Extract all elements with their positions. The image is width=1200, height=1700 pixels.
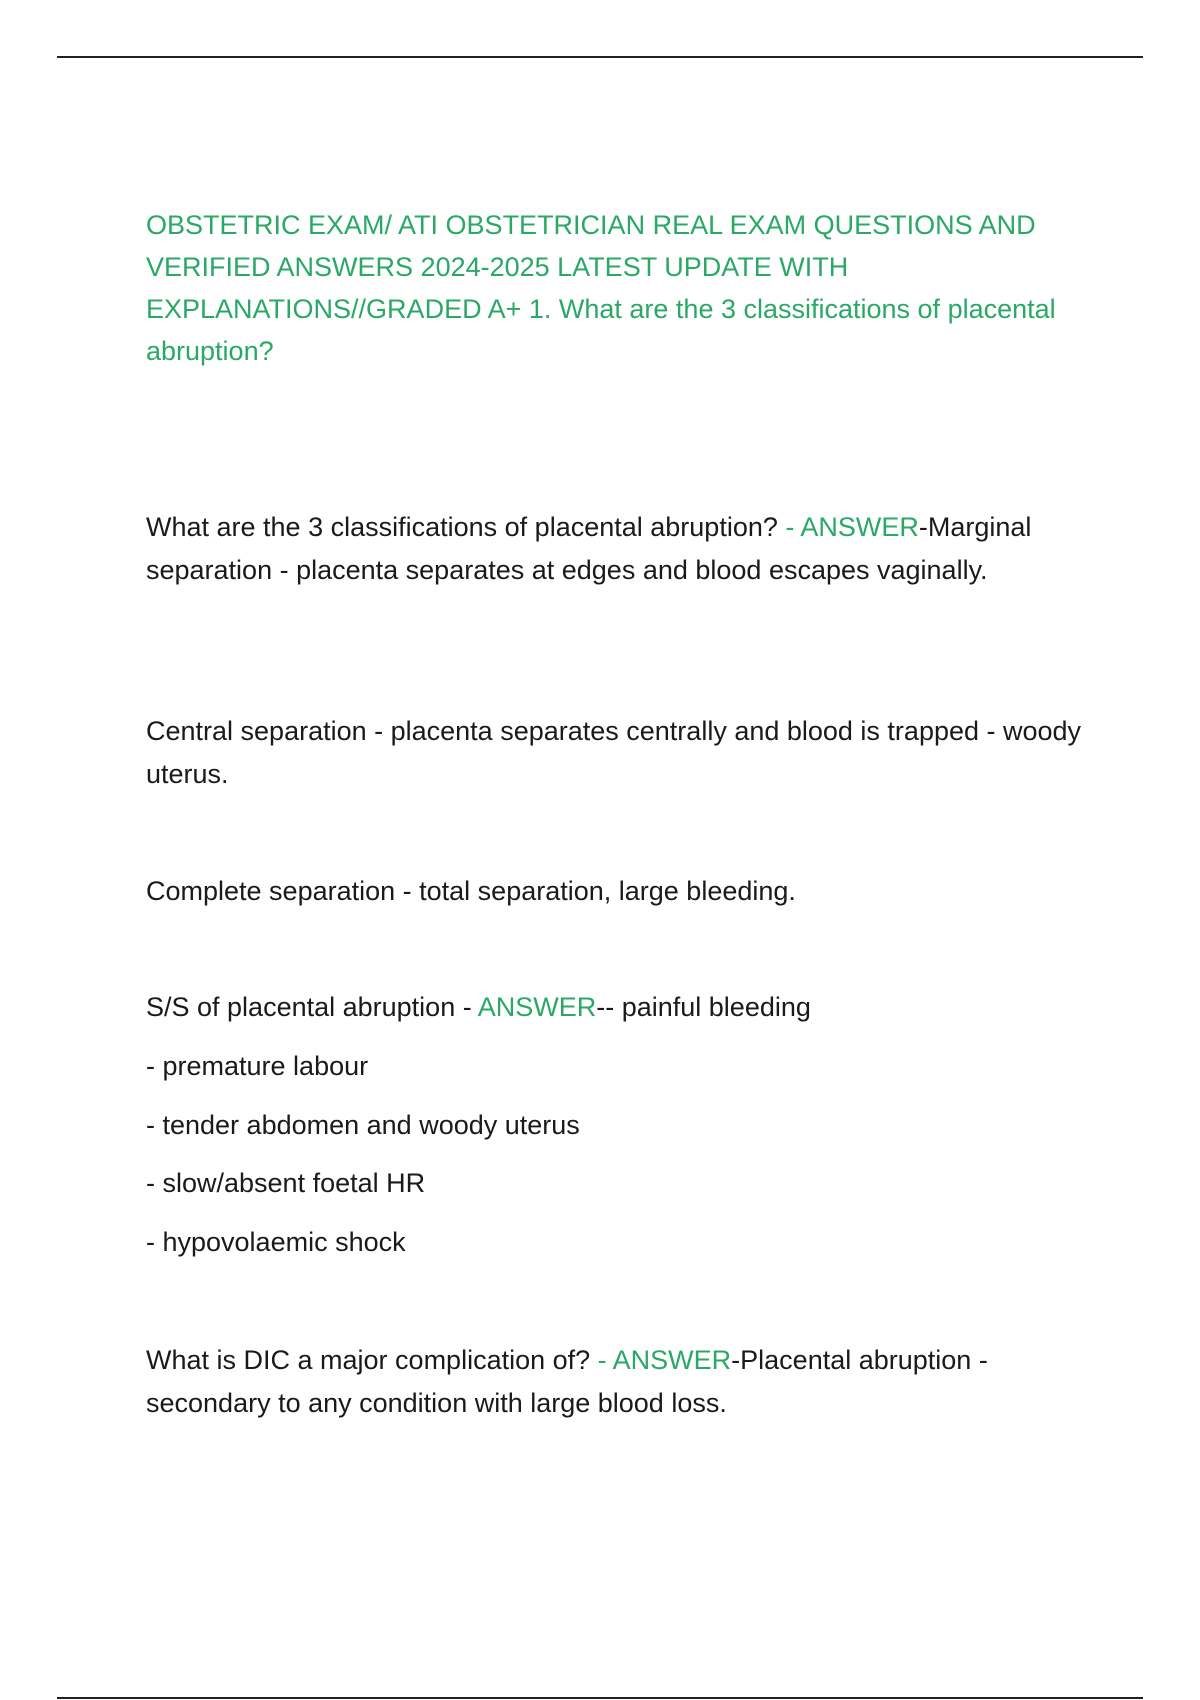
- top-rule: [57, 56, 1143, 58]
- list-item: - premature labour: [146, 1051, 369, 1081]
- question-text: S/S of placental abruption -: [146, 992, 478, 1022]
- question-text: What is DIC a major complication of?: [146, 1345, 591, 1375]
- answer-marker: ANSWER: [477, 992, 597, 1022]
- answer-paragraph-central: Central separation - placenta separates centrally and blood is trapped - woody uterus.: [146, 716, 1082, 789]
- answer-marker: - ANSWER: [777, 512, 919, 542]
- list-item: - tender abdomen and woody uterus: [146, 1109, 580, 1140]
- answer-marker: - ANSWER: [590, 1345, 732, 1375]
- qa-block-classifications: [146, 506, 1086, 592]
- answer-text: -Marginal separation - placenta separates at edges and blood escapes vaginally.: [146, 512, 1032, 585]
- symptom-list: [146, 1045, 1086, 1279]
- answer-text: -Placental abruption - secondary to any condition with large blood loss.: [146, 1345, 988, 1418]
- list-item: - hypovolaemic shock: [146, 1226, 406, 1257]
- qa-block-dic: [146, 1339, 1086, 1425]
- bottom-rule: [57, 1697, 1143, 1699]
- document-title: OBSTETRIC EXAM/ ATI OBSTETRICIAN REAL EXAM QUESTIONS AND VERIFIED ANSWERS 2024-2025 LATEST UPDATE WITH EXPLANATIONS//GRADED A+ 1. What are the 3 classifications of placental abruption?: [146, 210, 1056, 366]
- answer-paragraph-complete: Complete separation - total separation, large bleeding.: [146, 876, 796, 906]
- question-text: What are the 3 classifications of placental abruption?: [146, 512, 778, 542]
- list-item: - slow/absent foetal HR: [146, 1168, 426, 1198]
- qa-block-symptoms: [146, 986, 1086, 1029]
- answer-text: -- painful bleeding: [596, 992, 811, 1022]
